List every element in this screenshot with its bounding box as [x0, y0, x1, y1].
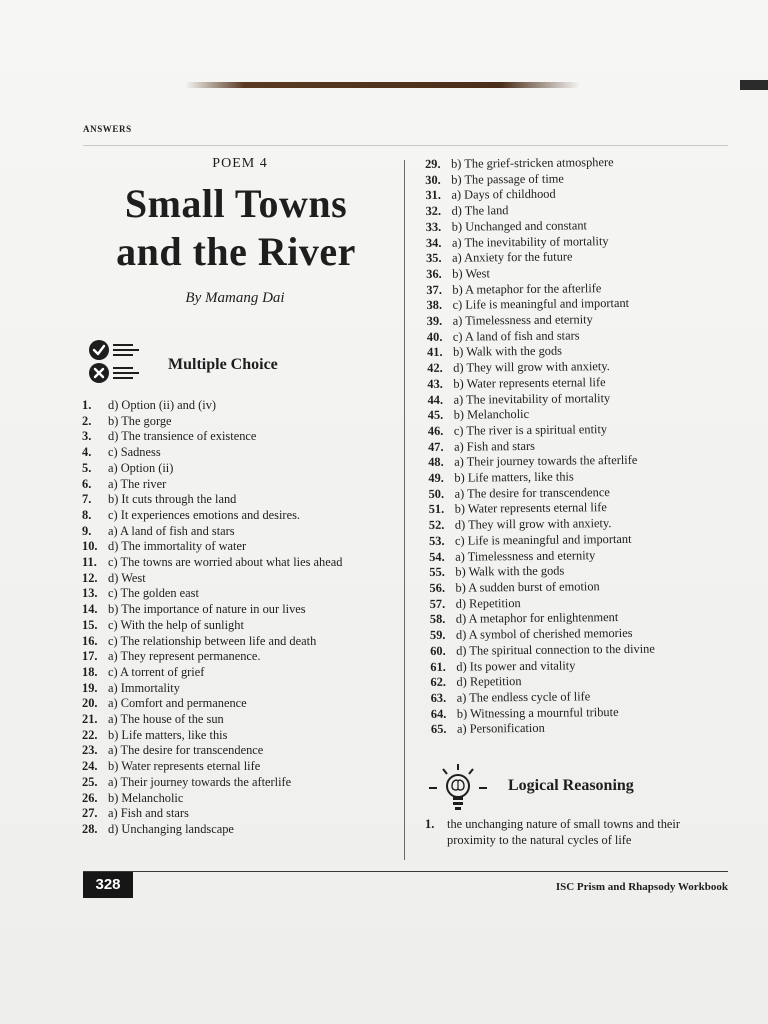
- mc-answer-text: c) The relationship between life and death: [108, 633, 317, 648]
- mc-answer-number: 19.: [82, 680, 98, 695]
- mc-answer-item: [82, 743, 382, 759]
- mc-answer-number: 39.: [426, 313, 443, 329]
- checklist-icon: [88, 339, 142, 385]
- mc-answer-text: d) Repetition: [456, 674, 522, 689]
- mc-answer-number: 28.: [82, 821, 98, 836]
- mc-answer-item: [82, 524, 382, 540]
- mc-answer-item: [82, 602, 382, 618]
- mc-answer-text: d) The land: [451, 203, 509, 218]
- lightbulb-brain-icon: [425, 762, 491, 814]
- column-divider: [404, 160, 405, 860]
- mc-answer-number: 2.: [82, 413, 92, 428]
- mc-answer-number: 53.: [428, 533, 445, 548]
- mc-answer-item: [82, 618, 382, 634]
- mc-answer-number: 38.: [426, 298, 443, 313]
- mc-answer-item: [82, 586, 382, 602]
- mc-answer-text: d) Repetition: [455, 595, 521, 611]
- mc-answer-number: 61.: [430, 659, 446, 674]
- mc-answer-item: [82, 508, 382, 524]
- mc-answer-text: b) The passage of time: [451, 171, 564, 187]
- mc-answer-number: 56.: [429, 580, 446, 595]
- mc-answer-text: a) The house of the sun: [108, 712, 224, 727]
- mc-answer-item: [82, 461, 382, 477]
- mc-answer-text: a) The inevitability of mortality: [451, 233, 609, 250]
- mc-answer-item: [82, 712, 382, 728]
- mc-answer-text: a) Timelessness and eternity: [455, 547, 596, 564]
- mc-answer-text: b) Walk with the gods: [455, 563, 565, 579]
- mc-answer-text: b) Witnessing a mournful tribute: [456, 704, 619, 721]
- mc-answer-number: 9.: [82, 523, 92, 538]
- mc-answer-number: 44.: [427, 392, 444, 407]
- mc-answer-item: [82, 775, 382, 791]
- mc-answer-number: 10.: [82, 539, 98, 554]
- scan-edge-corner: [740, 80, 768, 90]
- mc-answer-text: a) Days of childhood: [451, 187, 556, 203]
- mc-answer-text: d) Its power and vitality: [456, 657, 576, 674]
- mc-answer-text: b) Life matters, like this: [454, 469, 574, 485]
- mc-answer-text: b) Life matters, like this: [108, 727, 228, 742]
- poem-title-line-1: Small Towns: [124, 181, 348, 226]
- mc-answer-text: b) Walk with the gods: [452, 344, 563, 360]
- mc-answer-number: 63.: [430, 690, 447, 705]
- mc-answer-text: c) Life is meaningful and important: [454, 531, 632, 548]
- poem-title: [86, 180, 386, 276]
- mc-answer-text: d) A metaphor for enlightenment: [455, 610, 619, 627]
- mc-answer-number: 5.: [82, 460, 92, 475]
- mc-answer-text: a) Their journey towards the afterlife: [454, 453, 638, 470]
- mc-answer-number: 51.: [428, 502, 445, 517]
- mc-answer-text: d) Option (ii) and (iv): [108, 398, 217, 412]
- mc-answer-number: 58.: [429, 612, 446, 627]
- mc-answer-number: 60.: [430, 643, 446, 658]
- mc-answer-item: [82, 477, 382, 493]
- mc-answer-list-left: [82, 398, 382, 838]
- mc-answer-number: 7.: [82, 492, 92, 507]
- mc-answer-text: c) The towns are worried about what lies ahead: [108, 555, 343, 570]
- mc-answer-item: [82, 681, 382, 697]
- mc-answer-text: a) Option (ii): [108, 460, 174, 475]
- mc-answer-text: d) A symbol of cherished memories: [455, 625, 633, 642]
- mc-answer-item: [82, 492, 382, 508]
- mc-answer-number: 30.: [425, 172, 441, 187]
- mc-answer-text: a) Anxiety for the future: [451, 249, 573, 265]
- mc-answer-number: 14.: [82, 602, 98, 617]
- mc-answer-number: 4.: [82, 445, 92, 460]
- multiple-choice-heading: Multiple Choice: [168, 356, 278, 373]
- mc-answer-text: c) It experiences emotions and desires.: [108, 507, 300, 522]
- mc-answer-number: 34.: [425, 235, 442, 250]
- mc-answer-number: 43.: [427, 376, 443, 391]
- mc-answer-item: [82, 539, 382, 555]
- mc-answer-text: b) West: [452, 266, 490, 281]
- mc-answer-number: 13.: [82, 586, 98, 601]
- mc-answer-number: 11.: [82, 555, 97, 570]
- mc-answer-text: b) Unchanged and constant: [451, 218, 588, 234]
- mc-answer-number: 41.: [426, 345, 443, 360]
- mc-answer-number: 17.: [82, 649, 98, 664]
- mc-answer-number: 18.: [82, 664, 98, 679]
- mc-answer-item: [431, 719, 721, 738]
- mc-answer-item: [82, 445, 382, 461]
- mc-answer-text: c) Sadness: [108, 445, 161, 460]
- mc-answer-text: a) Timelessness and eternity: [452, 312, 593, 328]
- mc-answer-text: d) The spiritual connection to the divine: [456, 641, 655, 658]
- lr-answer-text: the unchanging nature of small towns and their proximity to the natural cycles of life: [447, 817, 680, 847]
- mc-answer-item: [82, 634, 382, 650]
- mc-answer-text: b) The grief-stricken atmosphere: [450, 155, 614, 171]
- mc-answer-text: b) Melancholic: [108, 790, 184, 805]
- mc-answer-number: 59.: [429, 627, 446, 643]
- mc-answer-text: b) The importance of nature in our lives: [108, 602, 306, 617]
- mc-answer-number: 52.: [428, 517, 445, 533]
- lr-answer-item: [425, 816, 725, 848]
- mc-answer-item: [82, 555, 382, 571]
- mc-answer-text: b) Water represents eternal life: [453, 374, 606, 391]
- mc-answer-text: a) The inevitability of mortality: [453, 390, 611, 407]
- book-title: ISC Prism and Rhapsody Workbook: [555, 881, 728, 893]
- mc-answer-number: 25.: [82, 774, 98, 789]
- mc-answer-number: 32.: [425, 203, 442, 219]
- mc-answer-item: [82, 665, 382, 681]
- mc-answer-text: a) They represent permanence.: [108, 649, 261, 664]
- mc-answer-number: 46.: [427, 423, 444, 438]
- mc-answer-number: 33.: [425, 219, 442, 234]
- mc-answer-text: a) The desire for transcendence: [108, 743, 264, 758]
- mc-answer-number: 6.: [82, 476, 92, 491]
- lr-answer-number: 1.: [425, 817, 435, 831]
- mc-answer-number: 50.: [428, 486, 445, 501]
- mc-answer-text: a) Personification: [456, 721, 545, 737]
- mc-answer-item: [82, 806, 382, 822]
- mc-answer-text: a) Comfort and permanence: [108, 696, 247, 711]
- mc-answer-number: 65.: [430, 722, 447, 737]
- header-divider: [83, 145, 728, 146]
- mc-answer-item: [82, 728, 382, 744]
- mc-answer-text: a) The endless cycle of life: [456, 689, 591, 705]
- mc-answer-item: [82, 429, 382, 445]
- mc-answer-text: c) A land of fish and stars: [452, 328, 580, 344]
- mc-answer-text: a) Immortality: [108, 680, 180, 695]
- mc-answer-text: b) Water represents eternal life: [108, 759, 261, 774]
- mc-answer-text: a) Fish and stars: [108, 806, 189, 821]
- mc-answer-text: d) They will grow with anxiety.: [453, 359, 610, 375]
- mc-answer-number: 57.: [429, 596, 446, 611]
- mc-answer-number: 55.: [429, 565, 445, 580]
- mc-answer-number: 42.: [427, 360, 443, 376]
- mc-answer-item: [82, 414, 382, 430]
- mc-answer-text: b) Melancholic: [453, 407, 530, 422]
- mc-answer-item: [82, 398, 382, 414]
- mc-answer-item: [82, 822, 382, 838]
- mc-answer-item: [82, 696, 382, 712]
- mc-answer-number: 20.: [82, 696, 98, 711]
- mc-answer-number: 47.: [427, 439, 444, 454]
- poem-label: POEM 4: [212, 156, 268, 171]
- mc-answer-text: c) The river is a spiritual entity: [453, 422, 608, 438]
- mc-answer-text: c) With the help of sunlight: [108, 617, 244, 632]
- mc-answer-number: 40.: [426, 329, 443, 344]
- mc-answer-number: 45.: [427, 408, 444, 423]
- mc-answer-text: a) Fish and stars: [453, 438, 535, 454]
- mc-answer-text: d) The immortality of water: [108, 539, 247, 554]
- mc-answer-text: a) The river: [108, 476, 167, 491]
- mc-answer-number: 54.: [429, 549, 445, 564]
- mc-answer-text: c) Life is meaningful and important: [452, 296, 630, 313]
- mc-answer-number: 3.: [82, 429, 92, 444]
- mc-answer-number: 12.: [82, 570, 98, 585]
- mc-answer-number: 31.: [425, 188, 441, 203]
- mc-answer-number: 64.: [430, 706, 447, 721]
- mc-answer-number: 1.: [82, 398, 92, 412]
- mc-answer-number: 29.: [425, 156, 441, 171]
- mc-answer-item: [82, 791, 382, 807]
- mc-answer-number: 49.: [428, 470, 444, 486]
- mc-answer-number: 36.: [426, 266, 442, 281]
- scan-edge-shadow: [185, 82, 580, 88]
- mc-answer-number: 35.: [425, 251, 442, 266]
- mc-answer-item: [82, 571, 382, 587]
- mc-answer-text: a) A land of fish and stars: [108, 523, 235, 538]
- mc-answer-number: 24.: [82, 759, 98, 774]
- mc-answer-number: 8.: [82, 507, 92, 522]
- mc-answer-number: 37.: [426, 282, 442, 297]
- poem-author: By Mamang Dai: [185, 290, 285, 306]
- mc-answer-text: b) The gorge: [108, 413, 172, 428]
- mc-answer-number: 16.: [82, 633, 98, 648]
- mc-answer-text: d) West: [108, 570, 146, 585]
- mc-answer-item: [82, 759, 382, 775]
- logical-reasoning-heading: Logical Reasoning: [508, 777, 634, 794]
- mc-answer-text: a) Their journey towards the afterlife: [108, 774, 292, 789]
- mc-answer-text: b) A metaphor for the afterlife: [452, 280, 602, 297]
- mc-answer-number: 26.: [82, 790, 98, 805]
- mc-answer-text: c) A torrent of grief: [108, 664, 205, 679]
- mc-answer-number: 62.: [430, 675, 447, 690]
- page-number: 328: [83, 872, 133, 898]
- mc-answer-item: [82, 649, 382, 665]
- mc-answer-list-right: [425, 154, 721, 738]
- mc-answer-number: 27.: [82, 806, 98, 821]
- mc-answer-text: c) The golden east: [108, 586, 199, 601]
- mc-answer-text: b) It cuts through the land: [108, 492, 237, 507]
- mc-answer-number: 22.: [82, 727, 98, 742]
- mc-answer-number: 15.: [82, 617, 98, 632]
- mc-answer-number: 48.: [428, 455, 444, 470]
- mc-answer-number: 21.: [82, 712, 98, 727]
- mc-answer-number: 23.: [82, 743, 98, 758]
- mc-answer-text: b) A sudden burst of emotion: [455, 579, 600, 595]
- footer-divider: [83, 871, 728, 872]
- mc-answer-text: d) The transience of existence: [108, 429, 257, 444]
- mc-answer-text: d) They will grow with anxiety.: [454, 516, 612, 532]
- mc-answer-text: d) Unchanging landscape: [108, 821, 234, 836]
- mc-answer-text: b) Water represents eternal life: [454, 500, 607, 517]
- mc-answer-text: a) The desire for transcendence: [454, 484, 610, 501]
- section-label: ANSWERS: [83, 124, 132, 134]
- poem-title-line-2: and the River: [116, 229, 356, 274]
